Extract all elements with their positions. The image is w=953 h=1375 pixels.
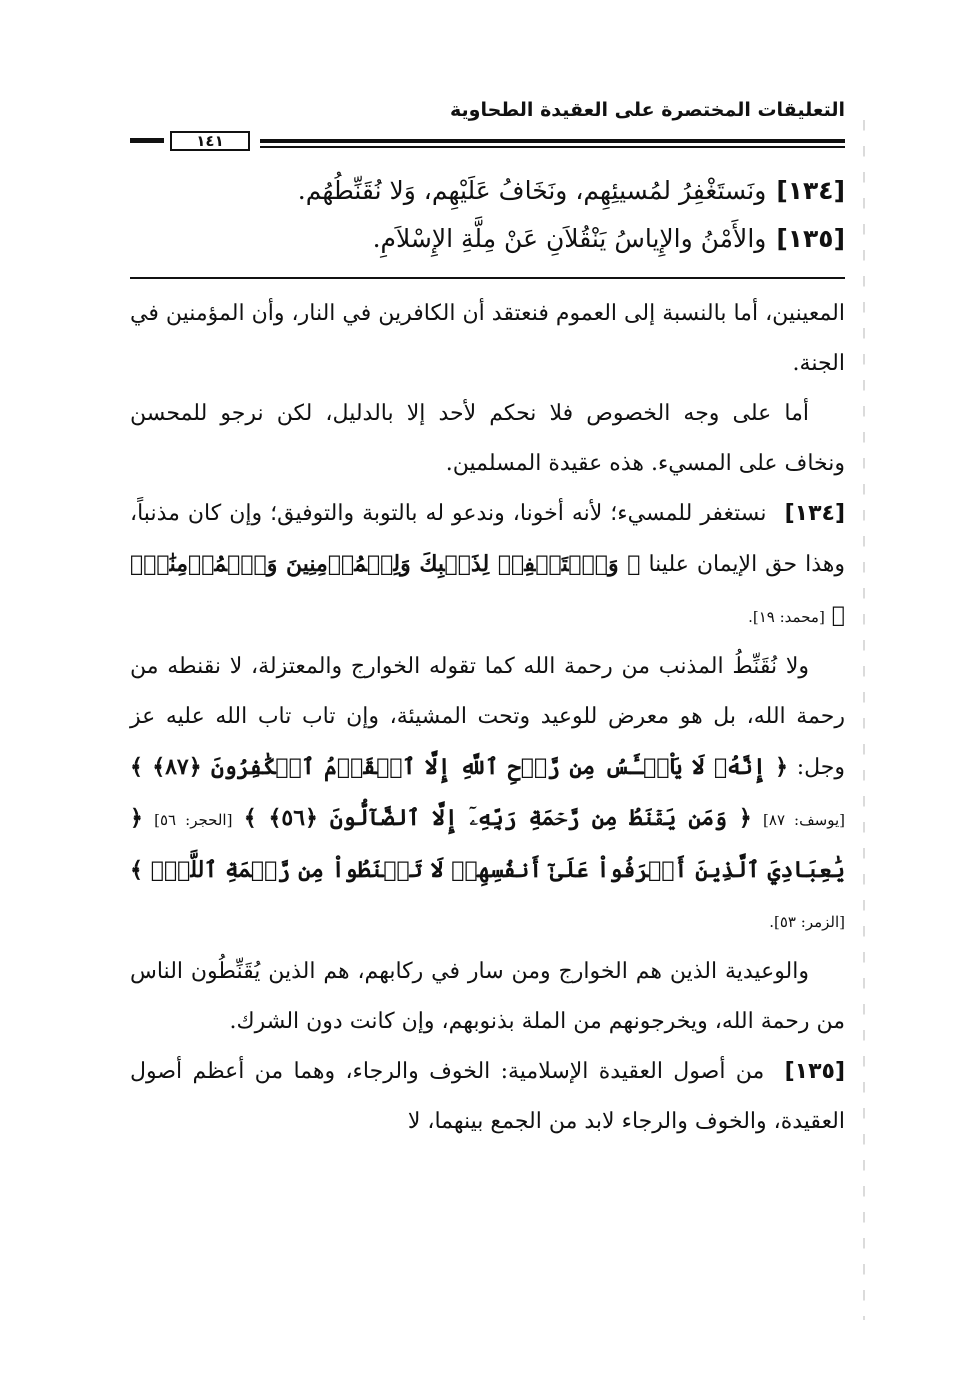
matn-number: [١٣٥] — [776, 224, 845, 253]
commentary-number: [١٣٥] — [784, 1059, 845, 1084]
matn-line-135 — [130, 215, 845, 263]
commentary-text: نستغفر للمسيء؛ لأنه أخونا، وندعو له بالتوبة والتوفيق؛ وإن كان مذنباً، وهذا حق الإيمان علينا — [130, 501, 845, 577]
matn-text: والأَمْنُ والإِياسُ يَنْقُلاَنِ عَنْ مِلَّةِ الإِسْلاَمِ. — [372, 224, 767, 253]
header-rule-thin — [260, 146, 845, 148]
verse-reference: [الزمر: ٥٣]. — [769, 913, 845, 931]
verse-reference: [الحجر: ٥٦] — [154, 811, 233, 829]
commentary-paragraph: والوعيدية الذين هم الخوارج ومن سار في ركابهم، هم الذين يُقَنِّطُون الناس من رحمة الله، ويخرجونهم من الملة بذنوبهم، وإن كانت دون الشرك. — [130, 959, 845, 1034]
quran-verse: ﴿ إِنَّهُۥ لَا يَاْيۡـَٔسُ مِن رَّوۡحِ ٱللَّهِ إِلَّا ٱلۡقَوۡمُ ٱلۡكَٰفِرُونَ ﴿٨٧﴾ ﴾ — [130, 754, 789, 780]
commentary-number: [١٣٤] — [784, 501, 845, 526]
matn-commentary-separator — [130, 277, 845, 279]
commentary-text: من أصول العقيدة الإسلامية: الخوف والرجاء، وهما من أعظم أصول العقيدة، والخوف والرجاء لابد من الجمع بينهما، لا — [130, 1059, 845, 1134]
commentary-paragraph — [130, 642, 845, 947]
commentary-paragraph-134 — [130, 489, 845, 642]
commentary-text: ولا نُقَنِّطُ المذنب من رحمة الله كما تقوله الخوارج والمعتزلة، لا نقنطه من رحمة الله، بل هو معرض للوعيد وتحت المشيئة، وإن تاب تاب الله عليه عز وجل: — [130, 654, 845, 780]
page-number-ornament — [130, 138, 164, 143]
quran-verse: ﴿ يَٰعِبَادِيَ ٱلَّذِينَ أَسۡرَفُواْ عَلَىٰٓ أَنفُسِهِمۡ لَا تَقۡنَطُواْ مِن رَّحۡمَةِ ٱللَّهِۚ ﴾ — [130, 805, 845, 883]
matn-line-134 — [130, 167, 845, 215]
header-rule-thick — [260, 139, 845, 143]
verse-reference: [محمد: ١٩]. — [748, 608, 825, 626]
margin-dotted-line — [863, 120, 865, 1320]
commentary-section — [130, 289, 845, 1147]
verse-reference: [يوسف: ٨٧] — [763, 811, 845, 829]
running-header-title: التعليقات المختصرة على العقيدة الطحاوية — [450, 99, 845, 121]
commentary-paragraph-135 — [130, 1047, 845, 1147]
quran-verse: ﴿ وَٱسۡتَغۡفِرۡ لِذَنۢبِكَ وَلِلۡمُؤۡمِنِينَ وَٱلۡمُؤۡمِنَٰتِۗ ﴾ — [130, 551, 845, 628]
page-number: ١٤١ — [170, 131, 250, 151]
header-rule — [130, 131, 845, 151]
matn-text: ونَستَغْفِرُ لمُسيئِهِم، ونَخَافُ عَلَيْهِم، وَلا نُقَنِّطُهُم. — [297, 176, 767, 205]
matn-section — [130, 167, 845, 263]
quran-verse: ﴿ وَمَن يَقۡنَطُ مِن رَّحۡمَةِ رَبِّهِۦٓ إِلَّا ٱلضَّآلُّونَ ﴿٥٦﴾ ﴾ — [243, 805, 752, 831]
matn-number: [١٣٤] — [776, 176, 845, 205]
commentary-paragraph: أما على وجه الخصوص فلا نحكم لأحد إلا بالدليل، لكن نرجو للمحسن ونخاف على المسيء. هذه عقيدة المسلمين. — [130, 401, 845, 476]
commentary-paragraph: المعينين، أما بالنسبة إلى العموم فنعتقد أن الكافرين في النار، وأن المؤمنين في الجنة. — [130, 301, 845, 376]
book-page — [130, 95, 845, 1147]
